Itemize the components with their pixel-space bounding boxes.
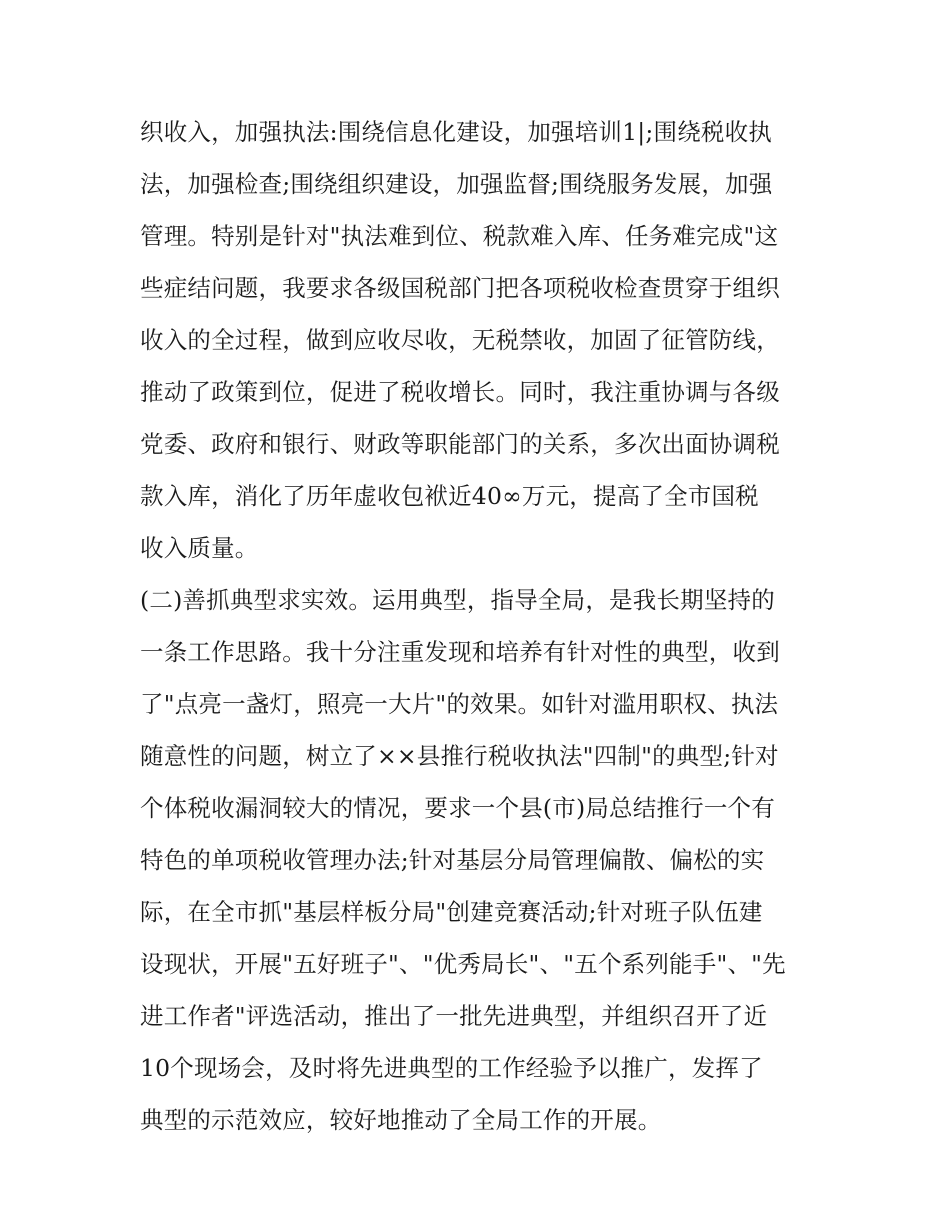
text-line: 了"点亮一盏灯，照亮一大片"的效果。如针对滥用职权、执法	[140, 690, 779, 718]
text-line: 推动了政策到位，促进了税收增长。同时，我注重协调与各级	[140, 378, 780, 406]
text-line: 个体税收漏洞较大的情况，要求一个县(市)局总结推行一个有	[140, 794, 775, 822]
text-line: 法，加强检查;围绕组织建设，加强监督;围绕服务发展，加强	[140, 170, 773, 198]
text-line: 一条工作思路。我十分注重发现和培养有针对性的典型，收到	[140, 638, 780, 666]
text-line: (二)善抓典型求实效。运用典型，指导全局，是我长期坚持的	[140, 586, 775, 614]
text-line: 收入质量。	[140, 534, 259, 562]
text-line: 际，在全市抓"基层样板分局"创建竞赛活动;针对班子队伍建	[140, 898, 763, 926]
body-text	[140, 112, 820, 1152]
text-line: 进工作者"评选活动，推出了一批先进典型，并组织召开了近	[140, 1002, 768, 1030]
text-line: 党委、政府和银行、财政等职能部门的关系，多次出面协调税	[140, 430, 780, 458]
text-line: 管理。特别是针对"执法难到位、税款难入库、任务难完成"这	[140, 222, 779, 250]
text-line: 收入的全过程，做到应收尽收，无税禁收，加固了征管防线，	[140, 326, 780, 354]
text-line: 10个现场会，及时将先进典型的工作经验予以推广，发挥了	[140, 1054, 763, 1082]
text-line: 典型的示范效应，较好地推动了全局工作的开展。	[140, 1106, 662, 1134]
text-line: 织收入，加强执法:围绕信息化建设，加强培训1|;围绕税收执	[140, 118, 773, 146]
text-line: 特色的单项税收管理办法;针对基层分局管理偏散、偏松的实	[140, 846, 765, 874]
text-line: 款入库，消化了历年虚收包袱近40∞万元，提高了全市国税	[140, 482, 759, 510]
text-line: 些症结问题，我要求各级国税部门把各项税收检查贯穿于组织	[140, 274, 780, 302]
text-line: 随意性的问题，树立了××县推行税收执法"四制"的典型;针对	[140, 742, 779, 770]
text-line: 设现状，开展"五好班子"、"优秀局长"、"五个系列能手"、"先	[140, 950, 786, 978]
